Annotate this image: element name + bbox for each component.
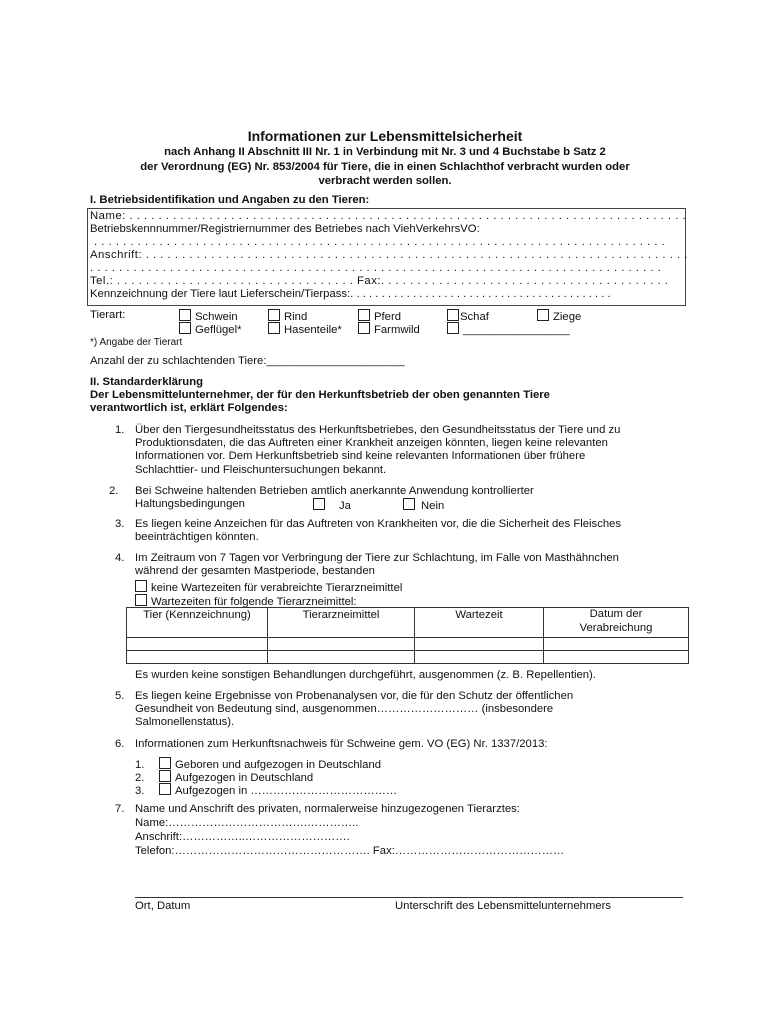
item1-text xyxy=(135,424,620,477)
checkbox[interactable] xyxy=(159,757,171,769)
table-row[interactable] xyxy=(127,651,689,664)
text-line: Salmonellenstatus). xyxy=(135,716,235,729)
text-line: Gesundheit von Bedeutung sind, ausgenommen……………………… (insbesondere xyxy=(135,703,554,716)
checkbox[interactable] xyxy=(268,322,280,334)
option-ja[interactable]: Ja xyxy=(313,498,351,513)
checkbox[interactable] xyxy=(403,498,415,510)
item-number: 2. xyxy=(109,485,119,497)
item-number: 5. xyxy=(115,690,125,702)
checkbox[interactable] xyxy=(159,770,171,782)
text-line: Schlachttier- und Fleischuntersuchungen bekannt. xyxy=(135,463,387,476)
kennzeichnung-field[interactable]: Kennzeichnung der Tiere laut Lieferschein/Tierpass:. . . . . . . . . . . . . . . . . . . . . . . . . . . . . . . . . . . . . . . . . . xyxy=(90,288,611,300)
animal-option-rind[interactable]: Rind xyxy=(268,309,307,324)
registration-field[interactable]: . . . . . . . . . . . . . . . . . . . . . . . . . . . . . . . . . . . . . . . . . . . . . . . . . . . . . . . . . . . . . . . . . . . . . . . . . . . . . . . xyxy=(94,236,666,248)
table-cell[interactable] xyxy=(268,638,415,651)
item-number: 3. xyxy=(115,518,125,530)
item3-text xyxy=(135,518,621,544)
checkbox[interactable] xyxy=(358,309,370,321)
table-cell[interactable] xyxy=(268,651,415,664)
table-cell[interactable] xyxy=(415,651,544,664)
text-line: beeinträchtigen könnten. xyxy=(135,531,259,544)
text-line: Produktionsdaten, die das Auftreten einer Krankheit anzeigen könnten, liegen keine relevanten xyxy=(135,437,608,450)
origin-option-3[interactable]: 3. Aufgezogen in ………………………………… xyxy=(135,785,398,797)
animal-option-ziege[interactable]: Ziege xyxy=(537,309,581,324)
signature-label: Unterschrift des Lebensmittelunternehmers xyxy=(395,900,611,912)
item-number: 6. xyxy=(115,738,125,750)
item2-text: Haltungsbedingungen xyxy=(135,498,245,510)
animal-option-farmwild[interactable]: Farmwild xyxy=(358,322,420,337)
animal-count-field[interactable]: Anzahl der zu schlachtenden Tiere:______________________ xyxy=(90,355,405,367)
table-cell[interactable] xyxy=(544,638,689,651)
table-header: Tier (Kennzeichnung) xyxy=(127,608,268,638)
table-cell[interactable] xyxy=(544,651,689,664)
item-number: 4. xyxy=(115,552,125,564)
checkbox[interactable] xyxy=(313,498,325,510)
vet-address-field[interactable]: Anschrift:……………..………………………. xyxy=(135,831,350,843)
checkbox[interactable] xyxy=(135,580,147,592)
checkbox[interactable] xyxy=(179,322,191,334)
animal-option-schwein[interactable]: Schwein xyxy=(179,309,238,324)
section2-intro: Der Lebensmittelunternehmer, der für den Herkunftsbetrieb der oben genannten Tiere xyxy=(90,389,550,401)
vet-name-field[interactable]: Name:……………………………….………….. xyxy=(135,817,359,829)
subtitle-line: nach Anhang II Abschnitt III Nr. 1 in Verbindung mit Nr. 3 und 4 Buchstabe b Satz 2 xyxy=(164,146,606,158)
table-row[interactable] xyxy=(127,638,689,651)
animal-option-schaf[interactable]: Schaf xyxy=(447,309,489,324)
vet-phone-fax-field[interactable]: Telefon:……………………………………………. Fax:……………………………………… xyxy=(135,845,565,857)
item4-after-text: Es wurden keine sonstigen Behandlungen durchgeführt, ausgenommen (z. B. Repellentien). xyxy=(135,669,596,681)
name-field[interactable]: Name: . . . . . . . . . . . . . . . . . . . . . . . . . . . . . . . . . . . . . . . . . . . . . . . . . . . . . . . . . . . . . . . . . . . . . . . . . . . . . xyxy=(90,210,687,222)
origin-option-2[interactable]: 2. Aufgezogen in Deutschland xyxy=(135,772,314,784)
signature-line[interactable] xyxy=(135,897,683,898)
section2-intro: verantwortlich ist, erklärt Folgendes: xyxy=(90,402,288,414)
checkbox[interactable] xyxy=(159,783,171,795)
text-line: Es liegen keine Ergebnisse von Probenanalysen vor, die für den Schutz der öffentlichen xyxy=(135,690,574,702)
option-no-waiting-period[interactable]: keine Wartezeiten für verabreichte Tierarzneimittel xyxy=(135,580,402,595)
checkbox[interactable] xyxy=(537,309,549,321)
table-cell[interactable] xyxy=(127,638,268,651)
footnote: *) Angabe der Tierart xyxy=(90,337,183,348)
item5-text xyxy=(135,690,573,730)
medication-table xyxy=(126,607,689,664)
text-line: Im Zeitraum von 7 Tagen vor Verbringung der Tiere zur Schlachtung, im Falle von Masthähnchen xyxy=(135,552,619,564)
item-number: 7. xyxy=(115,803,125,815)
animal-option-gefluegel[interactable]: Geflügel* xyxy=(179,322,241,337)
item-number: 1. xyxy=(115,424,125,436)
text-line: während der gesamten Mastperiode, bestanden xyxy=(135,565,375,578)
table-header: Wartezeit xyxy=(415,608,544,638)
section2-heading: II. Standarderklärung xyxy=(90,376,203,388)
text-line: Informationen vor. Dem Herkunftsbetrieb sind keine relevanten Informationen über frühere xyxy=(135,450,586,463)
option-nein[interactable]: Nein xyxy=(403,498,444,513)
subtitle xyxy=(0,145,770,189)
checkbox[interactable] xyxy=(447,309,459,321)
table-header: Datum der Verabreichung xyxy=(544,608,689,638)
item7-text: Name und Anschrift des privaten, normalerweise hinzugezogenen Tierarztes: xyxy=(135,803,520,815)
checkbox[interactable] xyxy=(135,594,147,606)
item6-text: Informationen zum Herkunftsnachweis für Schweine gem. VO (EG) Nr. 1337/2013: xyxy=(135,738,548,750)
text-line: Über den Tiergesundheitsstatus des Herkunftsbetriebes, den Gesundheitsstatus der Tiere und zu xyxy=(135,424,621,436)
option-waiting-period[interactable]: Wartezeiten für folgende Tierarzneimittel: xyxy=(135,594,357,609)
table-header: Tierarzneimittel xyxy=(268,608,415,638)
checkbox[interactable] xyxy=(358,322,370,334)
document-title: Informationen zur Lebensmittelsicherheit xyxy=(247,128,523,144)
checkbox[interactable] xyxy=(179,309,191,321)
animal-option-hasenteile[interactable]: Hasenteile* xyxy=(268,322,342,337)
tel-fax-field[interactable]: Tel.: . . . . . . . . . . . . . . . . . . . . . . . . . . . . . . . . . Fax:. . . . . . . . . . . . . . . . . . . . . . . . . . . . . . . . . . . . . . . . xyxy=(90,275,669,287)
animal-option-pferd[interactable]: Pferd xyxy=(358,309,401,324)
animal-option-other[interactable]: _________________ xyxy=(447,322,570,337)
subtitle-line: der Verordnung (EG) Nr. 853/2004 für Tiere, die in einen Schlachthof verbracht wurden oder xyxy=(140,160,630,173)
text-line: Es liegen keine Anzeichen für das Auftreten von Krankheiten vor, die die Sicherheit des Fleisches xyxy=(135,518,622,530)
place-date-label: Ort, Datum xyxy=(135,900,191,912)
address-field[interactable]: Anschrift: . . . . . . . . . . . . . . . . . . . . . . . . . . . . . . . . . . . . . . . . . . . . . . . . . . . . . . . . . . . . . . . . . . . . . . . . . . . xyxy=(90,249,688,261)
address-field-2[interactable]: . . . . . . . . . . . . . . . . . . . . . . . . . . . . . . . . . . . . . . . . . . . . . . . . . . . . . . . . . . . . . . . . . . . . . . . . . . . . . . . xyxy=(90,262,662,274)
table-cell[interactable] xyxy=(127,651,268,664)
subtitle-line: verbracht werden sollen. xyxy=(318,175,452,187)
registration-label: Betriebskennnummer/Registriernummer des Betriebes nach ViehVerkehrsVO: xyxy=(90,223,480,235)
checkbox[interactable] xyxy=(447,322,459,334)
checkbox[interactable] xyxy=(268,309,280,321)
tierart-label: Tierart: xyxy=(90,309,126,321)
item4-text xyxy=(135,552,619,578)
table-header-row xyxy=(127,608,689,638)
section1-heading: I. Betriebsidentifikation und Angaben zu den Tieren: xyxy=(90,194,370,206)
item2-text: Bei Schweine haltenden Betrieben amtlich anerkannte Anwendung kontrollierter xyxy=(135,485,534,497)
table-cell[interactable] xyxy=(415,638,544,651)
origin-option-1[interactable]: 1. Geboren und aufgezogen in Deutschland xyxy=(135,759,382,771)
